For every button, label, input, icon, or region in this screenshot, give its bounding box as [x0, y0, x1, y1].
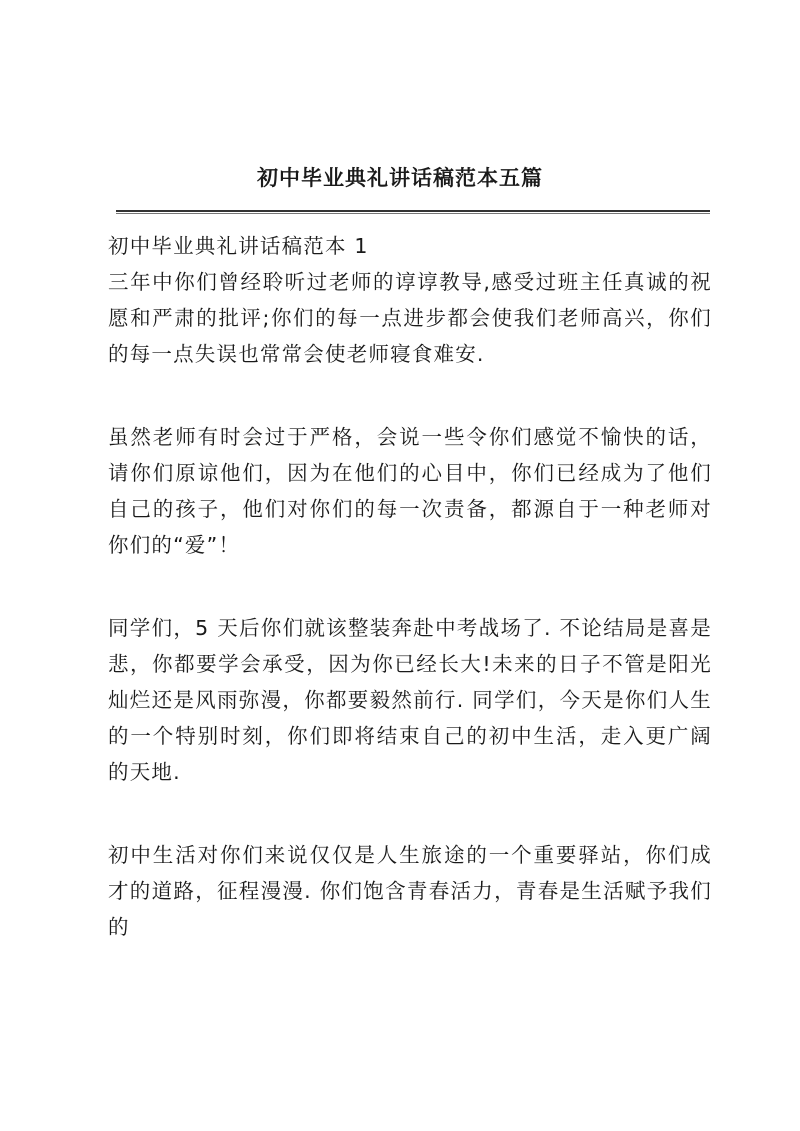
paragraph-2: 虽然老师有时会过于严格，会说一些令你们感觉不愉快的话，请你们原谅他们，因为在他们的心目中，你们已经成为了他们自己的孩子，他们对你们的每一次责备，都源自于一种老师对你们的“爱”！: [108, 425, 712, 557]
document-body: [108, 228, 712, 945]
paragraph-spacer: [108, 563, 712, 610]
paragraph-spacer: [108, 372, 712, 419]
section-heading: 初中毕业典礼讲话稿范本 1: [108, 234, 369, 258]
paragraph-1: 三年中你们曾经聆听过老师的谆谆教导,感受过班主任真诚的祝愿和严肃的批评;你们的每一点进步都会使我们老师高兴，你们的每一点失误也常常会使老师寝食难安.: [108, 270, 712, 366]
paragraph-3: 同学们，5 天后你们就该整装奔赴中考战场了. 不论结局是喜是悲，你都要学会承受，因为你已经长大!未来的日子不管是阳光灿烂还是风雨弥漫，你都要毅然前行. 同学们，今天是你们人生的一个特别时刻，你们即将结束自己的初中生活，走入更广阔的天地.: [108, 616, 712, 784]
paragraph-spacer: [108, 790, 712, 837]
document-title: 初中毕业典礼讲话稿范本五篇: [257, 165, 543, 190]
title-divider: [116, 210, 710, 214]
paragraph-4: 初中生活对你们来说仅仅是人生旅途的一个重要驿站，你们成才的道路，征程漫漫. 你们饱含青春活力，青春是生活赋予我们的: [108, 843, 712, 939]
